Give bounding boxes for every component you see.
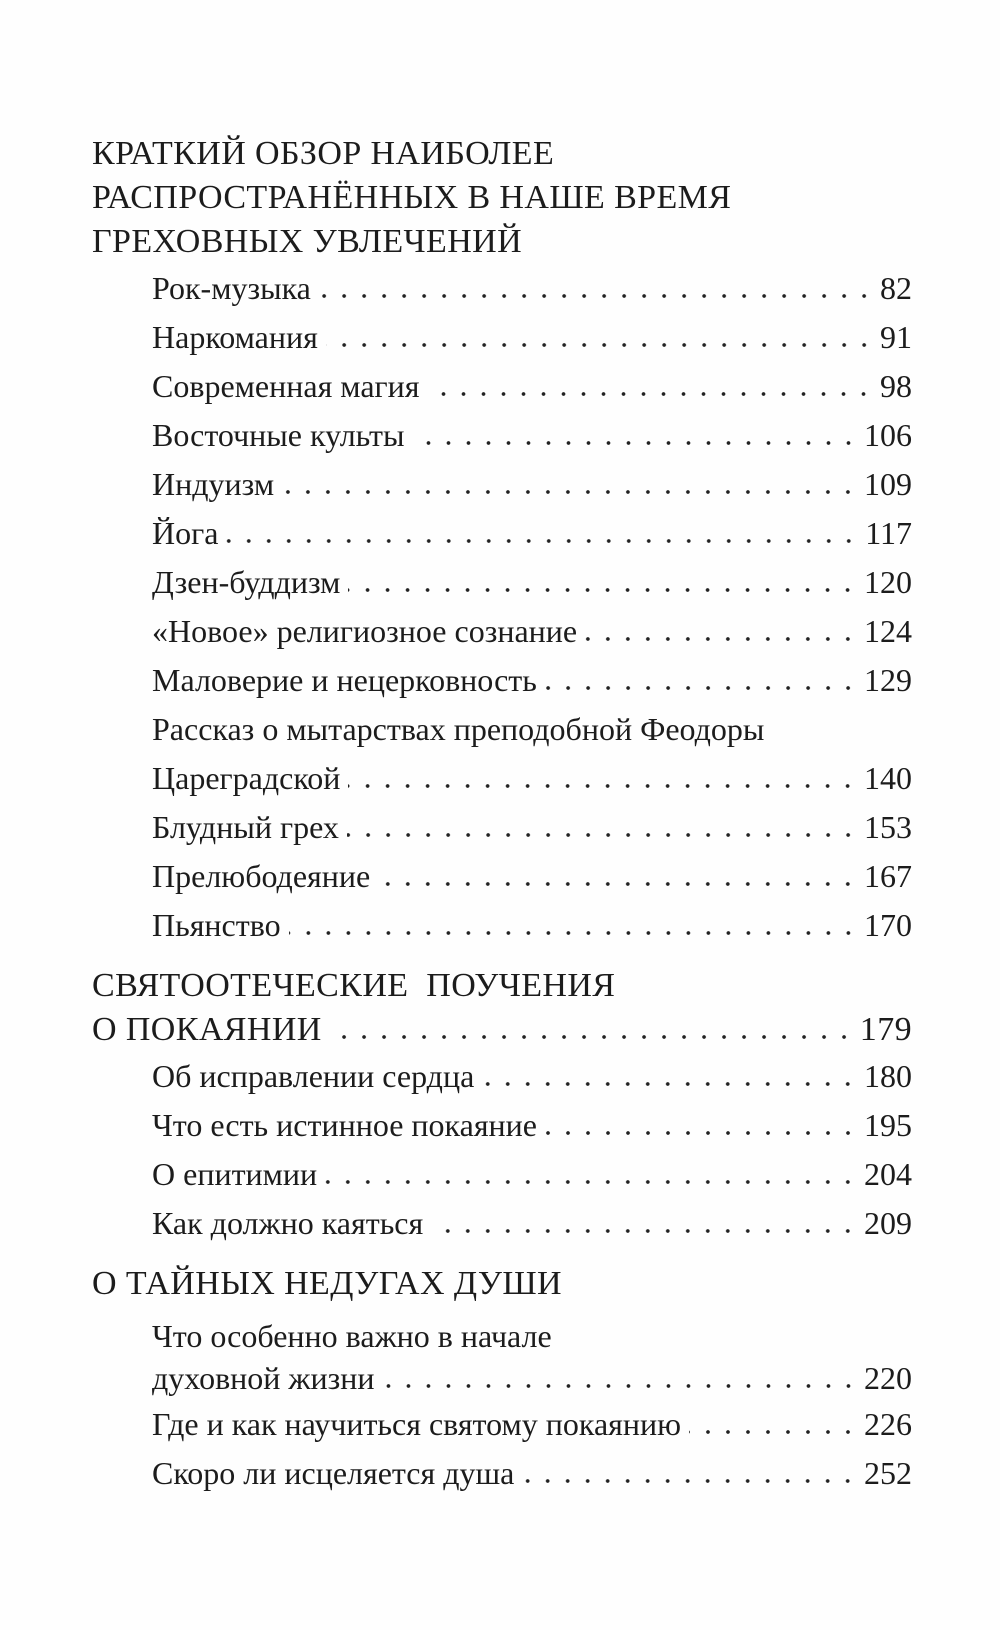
toc-section-entry[interactable] xyxy=(92,1008,912,1052)
toc-entry[interactable] xyxy=(92,460,912,509)
toc-entry-page: 180 xyxy=(864,1058,912,1094)
toc-entry-label: Восточные культы xyxy=(152,417,405,453)
dot-leader xyxy=(545,665,858,691)
toc-entry-label: Цареградской xyxy=(152,760,341,796)
toc-section-repentance-teachings xyxy=(92,964,912,1248)
toc-entry[interactable] xyxy=(92,411,912,460)
dot-leader xyxy=(482,1061,858,1087)
toc-section-sinful-passions xyxy=(92,132,912,950)
toc-section-hidden-ailments xyxy=(92,1262,912,1498)
dot-leader xyxy=(545,1110,858,1136)
toc-entry-page: 106 xyxy=(864,417,912,453)
toc-entry-label-line: Рассказ о мытарствах преподобной Феодоры xyxy=(152,711,765,747)
toc-entry-label: Пьянство xyxy=(152,907,281,943)
section-heading-line: СВЯТООТЕЧЕСКИЕ ПОУЧЕНИЯ xyxy=(92,967,616,1004)
dot-leader xyxy=(348,763,858,789)
toc-entry[interactable] xyxy=(92,1101,912,1150)
toc-entry[interactable] xyxy=(92,852,912,901)
section-heading xyxy=(92,964,912,1008)
dot-leader xyxy=(427,371,874,397)
toc-entry-label: «Новое» религиозное сознание xyxy=(152,613,578,649)
toc-entry[interactable] xyxy=(92,558,912,607)
toc-entry-label: духовной жизни xyxy=(152,1360,375,1396)
toc-entry-page: 167 xyxy=(864,858,912,894)
toc-entry-page: 124 xyxy=(864,613,912,649)
toc-entry-page: 129 xyxy=(864,662,912,698)
dot-leader xyxy=(326,322,874,348)
section-heading-line: КРАТКИЙ ОБЗОР НАИБОЛЕЕ xyxy=(92,135,555,172)
section-heading xyxy=(92,1262,912,1306)
section-heading xyxy=(92,132,912,264)
dot-leader xyxy=(319,273,874,299)
toc-entry[interactable] xyxy=(92,264,912,313)
dot-leader xyxy=(383,1363,858,1389)
toc-entry-page: 220 xyxy=(864,1360,912,1396)
toc-entry-page: 120 xyxy=(864,564,912,600)
dot-leader xyxy=(347,812,858,838)
toc-entry-page: 98 xyxy=(880,368,912,404)
toc-entry-label: О епитимии xyxy=(152,1156,318,1192)
toc-entry-label: Маловерие и нецерковность xyxy=(152,662,537,698)
dot-leader xyxy=(289,910,858,936)
toc-entry[interactable] xyxy=(92,1199,912,1248)
section-heading-line: О ПОКАЯНИИ xyxy=(92,1011,322,1048)
toc-entry-page: 226 xyxy=(864,1406,912,1442)
toc-entry[interactable] xyxy=(92,754,912,803)
dot-leader xyxy=(282,469,858,495)
toc-entry-page: 195 xyxy=(864,1107,912,1143)
toc-entry[interactable] xyxy=(92,803,912,852)
toc-entry[interactable] xyxy=(92,1400,912,1449)
toc-entry-label: Современная магия xyxy=(152,368,420,404)
toc-entry[interactable] xyxy=(92,362,912,411)
toc-entry[interactable] xyxy=(92,1150,912,1199)
table-of-contents xyxy=(92,132,912,1498)
dot-leader xyxy=(585,616,858,642)
toc-entry[interactable] xyxy=(92,313,912,362)
toc-entry-page: 204 xyxy=(864,1156,912,1192)
toc-entry[interactable] xyxy=(92,901,912,950)
toc-entry-label: Прелюбодеяние xyxy=(152,858,371,894)
toc-entry-label-line: Что особенно важно в начале xyxy=(152,1318,552,1354)
toc-entry-page: 179 xyxy=(859,1011,912,1048)
toc-entry-page: 109 xyxy=(864,466,912,502)
toc-entry-label: Дзен-буддизм xyxy=(152,564,341,600)
toc-entry[interactable] xyxy=(92,509,912,558)
dot-leader xyxy=(522,1458,858,1484)
toc-entry-label: Где и как научиться святому покаянию xyxy=(152,1406,682,1442)
toc-entry-page: 153 xyxy=(864,809,912,845)
toc-entry-page: 140 xyxy=(864,760,912,796)
section-heading-line: О ТАЙНЫХ НЕДУГАХ ДУШИ xyxy=(92,1265,562,1302)
dot-leader xyxy=(226,518,859,544)
dot-leader xyxy=(330,1016,854,1040)
toc-entry[interactable] xyxy=(92,1052,912,1101)
toc-entry-label: Рок-музыка xyxy=(152,270,311,306)
dot-leader xyxy=(413,420,858,446)
toc-entry-label: Скоро ли исцеляется душа xyxy=(152,1455,515,1491)
dot-leader xyxy=(689,1409,858,1435)
toc-entry-page: 209 xyxy=(864,1205,912,1241)
toc-entry[interactable] xyxy=(92,1449,912,1498)
toc-entry-label: Блудный грех xyxy=(152,809,339,845)
toc-entry-page: 117 xyxy=(865,515,912,551)
toc-entry[interactable] xyxy=(92,1356,912,1400)
dot-leader xyxy=(325,1159,858,1185)
toc-entry-page: 82 xyxy=(880,270,912,306)
toc-entry-page: 91 xyxy=(880,319,912,355)
dot-leader xyxy=(348,567,858,593)
toc-entry[interactable] xyxy=(92,656,912,705)
toc-entry-label: Что есть истинное покаяние xyxy=(152,1107,537,1143)
dot-leader xyxy=(378,861,858,887)
toc-entry[interactable] xyxy=(92,607,912,656)
toc-entry-label: Об исправлении сердца xyxy=(152,1058,475,1094)
toc-entry-label: Наркомания xyxy=(152,319,318,355)
toc-entry-page: 252 xyxy=(864,1455,912,1491)
section-heading-line: РАСПРОСТРАНЁННЫХ В НАШЕ ВРЕМЯ xyxy=(92,179,732,216)
toc-entry-label: Индуизм xyxy=(152,466,275,502)
dot-leader xyxy=(431,1208,858,1234)
toc-entry-label: Йога xyxy=(152,515,219,551)
section-heading-line: ГРЕХОВНЫХ УВЛЕЧЕНИЙ xyxy=(92,223,523,260)
toc-entry-page: 170 xyxy=(864,907,912,943)
toc-entry-label: Как должно каяться xyxy=(152,1205,424,1241)
